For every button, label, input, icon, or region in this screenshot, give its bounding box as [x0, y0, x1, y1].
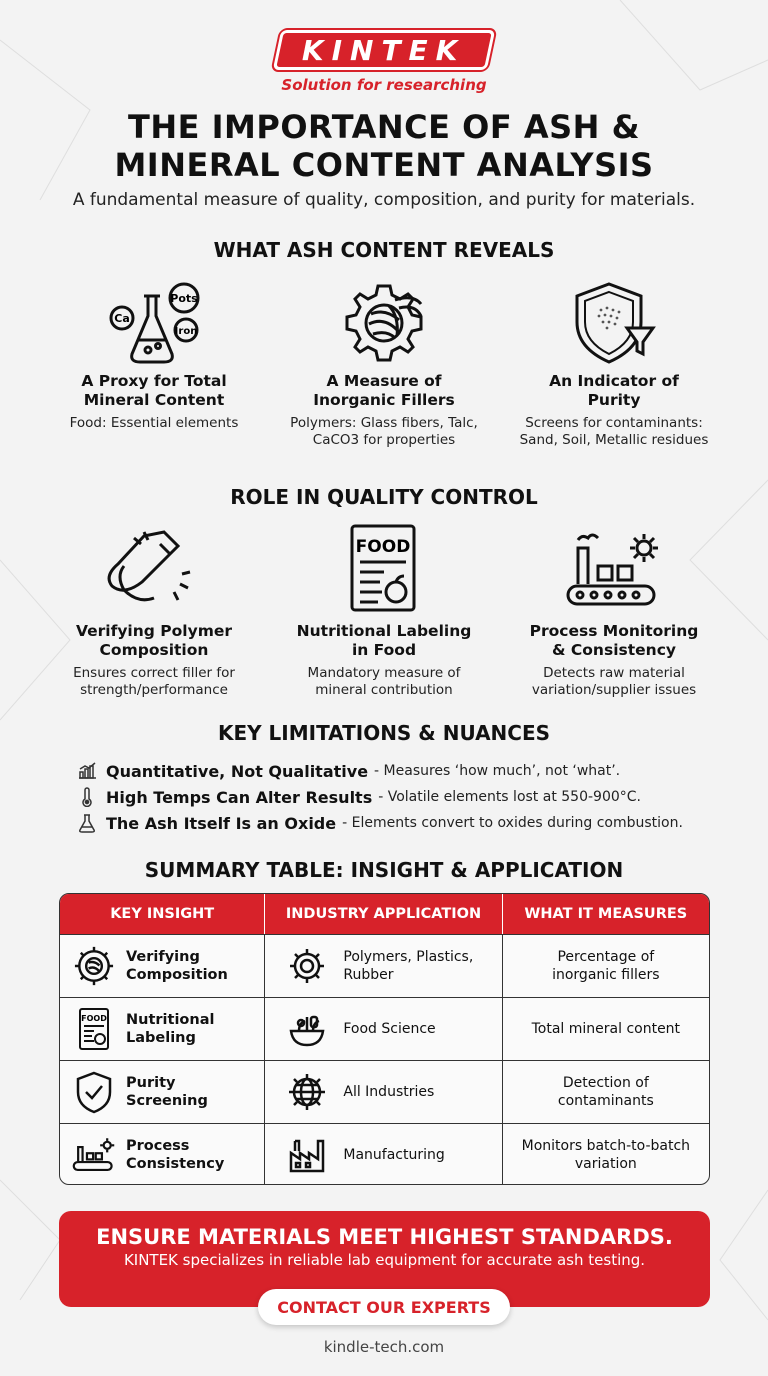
- application-label: Food Science: [343, 1021, 436, 1037]
- flask-minerals-icon: [104, 278, 204, 368]
- limitations-list: [76, 758, 736, 836]
- section-title-limitations: KEY LIMITATIONS & NUANCES: [217, 721, 551, 745]
- crucible-icon: [104, 522, 204, 618]
- kintek-logo[interactable]: KINTEK: [273, 30, 496, 70]
- table-header: [60, 894, 709, 934]
- svg-text:FOOD: FOOD: [81, 1014, 107, 1023]
- svg-text:Iron: Iron: [174, 326, 198, 337]
- factory-conveyor-icon: [72, 1133, 116, 1177]
- quality-card-title: Process Monitoring & Consistency: [529, 622, 699, 659]
- cta-title: ENSURE MATERIALS MEET HIGHEST STANDARDS.: [96, 1225, 673, 1249]
- list-item: Quantitative, Not Qualitative - Measures ‘how much’, not ‘what’.: [76, 758, 736, 784]
- gear-fibers-icon: [334, 278, 434, 368]
- measure-label: Monitors batch-to-batch variation: [521, 1138, 691, 1172]
- svg-text:Ca: Ca: [114, 312, 130, 325]
- quality-card-process: [500, 522, 728, 699]
- food-bowl-icon: [287, 1009, 327, 1049]
- reveal-card-mineral: [40, 278, 268, 449]
- reveal-card-desc: Polymers: Glass fibers, Talc, CaCO3 for properties: [290, 415, 478, 448]
- gear-icon: [287, 946, 327, 986]
- quality-card-nutrition: [270, 522, 498, 699]
- flask-icon: [76, 813, 98, 833]
- summary-table: [59, 893, 710, 1185]
- brand-tagline: Solution for researching: [281, 76, 487, 94]
- quality-card-title: Nutritional Labeling in Food: [296, 622, 472, 659]
- table-row: [60, 1123, 709, 1185]
- measure-label: Detection of contaminants: [557, 1075, 654, 1109]
- page-title: THE IMPORTANCE OF ASH & MINERAL CONTENT ANALYSIS: [114, 108, 654, 184]
- quality-row: [40, 522, 728, 699]
- quality-card-polymer: [40, 522, 268, 699]
- insight-label: Process Consistency: [126, 1138, 225, 1172]
- reveal-card-title: A Proxy for Total Mineral Content: [81, 372, 227, 409]
- brand-header: [0, 30, 768, 94]
- reveal-card-fillers: [270, 278, 498, 449]
- table-row: [60, 997, 709, 1060]
- table-row: [60, 934, 709, 997]
- thermometer-icon: [76, 787, 98, 807]
- column-header: KEY INSIGHT: [60, 894, 265, 934]
- bar-chart-icon: [76, 761, 98, 781]
- column-header: INDUSTRY APPLICATION: [265, 894, 502, 934]
- svg-text:Pots: Pots: [170, 292, 198, 305]
- application-label: Polymers, Plastics, Rubber: [343, 949, 474, 983]
- quality-card-desc: Detects raw material variation/supplier issues: [531, 665, 697, 698]
- list-item: The Ash Itself Is an Oxide - Elements convert to oxides during combustion.: [76, 810, 736, 836]
- reveal-card-title: An Indicator of Purity: [549, 372, 679, 409]
- application-label: Manufacturing: [343, 1147, 445, 1163]
- reveal-card-purity: [500, 278, 728, 449]
- shield-check-icon: [72, 1070, 116, 1114]
- gear-fibers-icon: [72, 944, 116, 988]
- factory-conveyor-icon: [564, 522, 664, 618]
- application-label: All Industries: [343, 1084, 435, 1100]
- measure-label: Total mineral content: [531, 1021, 681, 1037]
- section-title-quality: ROLE IN QUALITY CONTROL: [230, 485, 538, 509]
- measure-label: Percentage of inorganic fillers: [552, 949, 660, 983]
- quality-card-desc: Mandatory measure of mineral contribution: [307, 665, 461, 698]
- factory-icon: [287, 1135, 327, 1175]
- insight-label: Nutritional Labeling: [126, 1012, 215, 1046]
- reveals-row: [40, 278, 728, 449]
- section-title-summary: SUMMARY TABLE: INSIGHT & APPLICATION: [144, 858, 624, 882]
- insight-label: Purity Screening: [126, 1075, 208, 1109]
- insight-label: Verifying Composition: [126, 949, 228, 983]
- quality-card-desc: Ensures correct filler for strength/performance: [73, 665, 235, 698]
- list-item: High Temps Can Alter Results - Volatile elements lost at 550-900°C.: [76, 784, 736, 810]
- section-title-reveals: WHAT ASH CONTENT REVEALS: [213, 238, 555, 262]
- reveal-card-desc: Screens for contaminants: Sand, Soil, Metallic residues: [519, 415, 709, 448]
- website-link[interactable]: kindle-tech.com: [323, 1338, 445, 1356]
- globe-gear-icon: [287, 1072, 327, 1112]
- food-label-icon: [334, 522, 434, 618]
- quality-card-title: Verifying Polymer Composition: [75, 622, 233, 659]
- reveal-card-title: A Measure of Inorganic Fillers: [313, 372, 455, 409]
- svg-text:FOOD: FOOD: [355, 537, 411, 557]
- contact-experts-button[interactable]: CONTACT OUR EXPERTS: [258, 1289, 510, 1325]
- shield-funnel-icon: [564, 278, 664, 368]
- page-subtitle: A fundamental measure of quality, composition, and purity for materials.: [72, 190, 696, 210]
- food-label-icon: [72, 1007, 116, 1051]
- column-header: WHAT IT MEASURES: [524, 906, 688, 922]
- cta-subtitle: KINTEK specializes in reliable lab equipment for accurate ash testing.: [123, 1251, 646, 1269]
- table-row: [60, 1060, 709, 1123]
- reveal-card-desc: Food: Essential elements: [69, 415, 239, 431]
